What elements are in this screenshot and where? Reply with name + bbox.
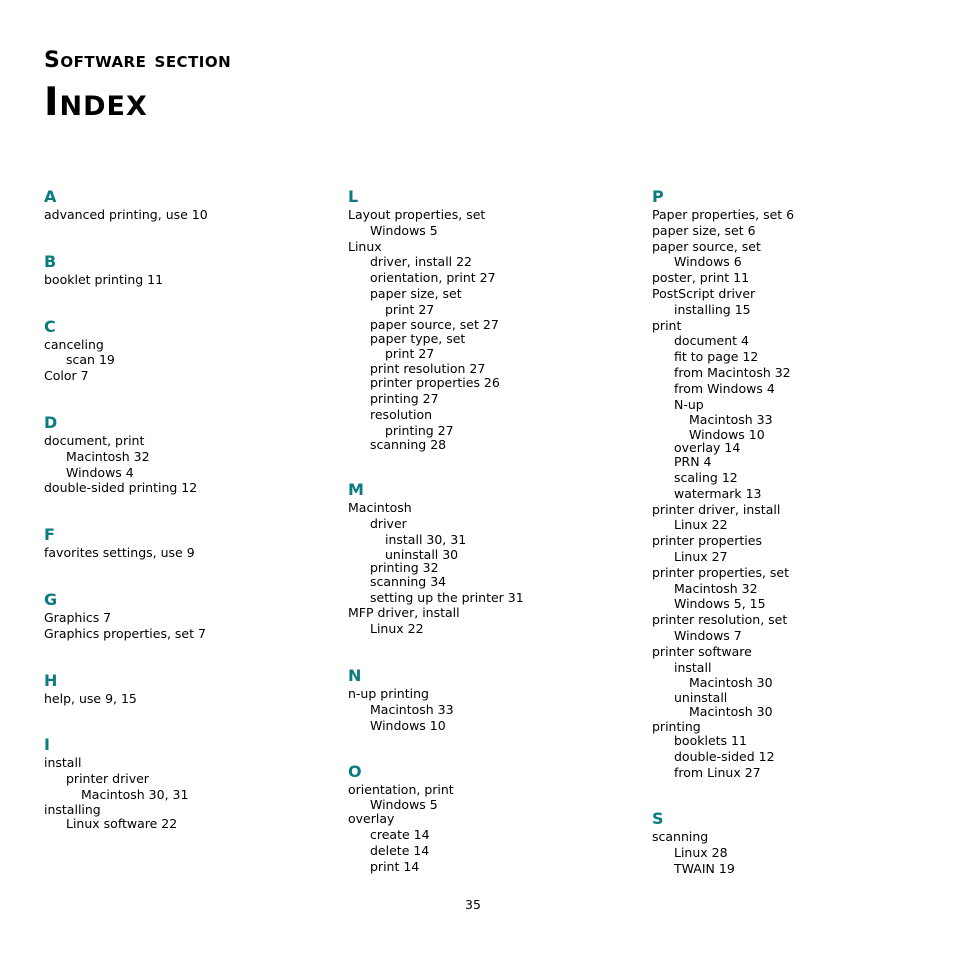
page-number: 35	[465, 897, 481, 912]
index-subentry: Macintosh 30	[689, 675, 773, 691]
index-entry: printer properties	[652, 533, 762, 549]
index-subentry: Macintosh 32	[674, 580, 758, 596]
index-entry: Macintosh	[348, 500, 412, 516]
index-subentry: scanning 34	[370, 573, 447, 589]
index-entry: scanning	[652, 829, 709, 845]
index-subentry: uninstall 30	[385, 546, 459, 562]
index-subentry: booklets 11	[674, 732, 747, 748]
index-letter-heading: F	[44, 525, 55, 545]
group-spacer	[44, 288, 334, 318]
index-subentry: delete 14	[370, 842, 430, 858]
index-subentry: Linux 28	[674, 845, 728, 861]
index-entry: Graphics properties, set 7	[44, 625, 206, 641]
index-subentry: Windows 5, 15	[674, 596, 766, 612]
index-group-a	[44, 188, 334, 223]
index-entry: orientation, print	[348, 782, 454, 798]
index-subentry: installing 15	[674, 301, 751, 317]
index-subentry: overlay 14	[674, 440, 741, 456]
index-subentry: PRN 4	[674, 454, 712, 470]
index-entry: Layout properties, set	[348, 207, 486, 222]
index-subentry: driver	[370, 516, 407, 532]
index-entry: overlay	[348, 811, 395, 827]
index-letter-heading: A	[44, 187, 57, 206]
index-subentry: from Windows 4	[674, 380, 775, 396]
index-subentry: fit to page 12	[674, 349, 759, 365]
group-spacer	[44, 561, 334, 591]
index-entry: Linux	[348, 238, 382, 254]
index-subentry: paper size, set	[370, 285, 462, 301]
index-entry: Color 7	[44, 368, 89, 384]
index-subentry: Windows 4	[66, 464, 134, 480]
index-group-c	[44, 318, 334, 384]
index-letter-heading: D	[44, 412, 58, 432]
index-subentry: resolution	[370, 406, 433, 422]
index-letter-heading: C	[44, 316, 56, 336]
index-subentry: scanning 28	[370, 437, 447, 453]
index-subentry: Windows 10	[689, 427, 765, 443]
index-entry: document, print	[44, 432, 145, 448]
index-subentry: Windows 5	[370, 222, 438, 238]
index-subentry: paper source, set 27	[370, 316, 499, 332]
index-subentry: scan 19	[66, 352, 115, 368]
index-entry: canceling	[44, 336, 104, 352]
index-letter-heading: I	[44, 735, 50, 755]
index-group-n	[348, 667, 638, 733]
index-entry: MFP driver, install	[348, 605, 460, 621]
index-subentry: Linux 27	[674, 548, 728, 564]
index-entry: paper size, set 6	[652, 222, 756, 238]
index-letter-heading: S	[652, 809, 664, 829]
index-subentry: printing 27	[370, 390, 439, 406]
index-letter-heading: H	[44, 670, 58, 690]
index-entry: Paper properties, set 6	[652, 207, 795, 222]
group-spacer	[44, 642, 334, 672]
index-subentry: print resolution 27	[370, 361, 486, 377]
index-entry: Graphics 7	[44, 609, 112, 625]
index-subentry: install 30, 31	[385, 531, 467, 547]
index-entry: printer resolution, set	[652, 612, 788, 628]
index-entry: advanced printing, use 10	[44, 207, 208, 222]
index-subentry: TWAIN 19	[674, 860, 735, 876]
index-subentry: Macintosh 30, 31	[81, 786, 189, 802]
index-subentry: create 14	[370, 826, 430, 842]
index-subentry: print 27	[385, 346, 435, 362]
index-entry: paper source, set	[652, 238, 761, 254]
index-subentry: Windows 7	[674, 627, 742, 643]
index-subentry: setting up the printer 31	[370, 589, 524, 605]
index-entry: favorites settings, use 9	[44, 545, 195, 561]
index-entry: printer driver, install	[652, 501, 781, 517]
index-group-h	[44, 672, 334, 707]
group-spacer	[348, 451, 638, 481]
index-entry: printing	[652, 718, 701, 734]
index-subentry: Linux 22	[674, 517, 728, 533]
index-subentry: Linux software 22	[66, 815, 178, 831]
index-entry: poster, print 11	[652, 270, 750, 286]
group-spacer	[348, 733, 638, 763]
index-subentry: print 14	[370, 858, 420, 874]
index-subentry: Windows 10	[370, 717, 446, 733]
index-letter-heading: N	[348, 665, 362, 685]
index-letter-heading: O	[348, 762, 362, 782]
index-column-2	[348, 188, 638, 874]
index-subentry: Macintosh 30	[689, 704, 773, 720]
index-subentry: double-sided 12	[674, 748, 775, 764]
index-subentry: printing 27	[385, 422, 454, 438]
index-subentry: N-up	[674, 396, 704, 412]
index-group-p	[652, 188, 942, 780]
index-subentry: from Linux 27	[674, 764, 761, 780]
index-group-d	[44, 414, 334, 496]
group-spacer	[348, 637, 638, 667]
index-entry: booklet printing 11	[44, 271, 164, 287]
index-subentry: scaling 12	[674, 469, 738, 485]
index-entry: install	[44, 755, 82, 771]
index-column-3	[652, 188, 942, 877]
index-subentry: install	[674, 659, 712, 675]
index-title: Index	[44, 80, 148, 125]
index-subentry: driver, install 22	[370, 254, 473, 270]
index-subentry: print 27	[385, 301, 435, 317]
index-subentry: printer properties 26	[370, 375, 500, 391]
index-subentry: paper type, set	[370, 330, 466, 346]
index-group-b	[44, 253, 334, 288]
index-group-l	[348, 188, 638, 451]
index-entry: installing	[44, 801, 101, 817]
index-letter-heading: G	[44, 589, 58, 609]
index-group-i	[44, 736, 334, 831]
index-letter-heading: M	[348, 480, 364, 500]
index-entry: printer software	[652, 643, 752, 659]
index-group-s	[652, 810, 942, 876]
index-group-g	[44, 591, 334, 642]
index-subentry: orientation, print 27	[370, 270, 496, 286]
index-subentry: document 4	[674, 333, 749, 349]
index-subentry: uninstall	[674, 690, 728, 706]
index-subentry: Linux 22	[370, 621, 424, 637]
group-spacer	[44, 706, 334, 736]
index-entry: double-sided printing 12	[44, 480, 198, 496]
index-letter-heading: L	[348, 187, 359, 206]
section-heading: Software section	[44, 48, 232, 73]
index-subentry: watermark 13	[674, 485, 762, 501]
index-subentry: Macintosh 33	[370, 701, 454, 717]
index-group-o	[348, 763, 638, 874]
group-spacer	[44, 384, 334, 414]
index-entry: PostScript driver	[652, 285, 756, 301]
index-column-1	[44, 188, 334, 832]
index-group-m	[348, 481, 638, 637]
index-entry: print	[652, 317, 682, 333]
group-spacer	[44, 496, 334, 526]
index-subentry: Macintosh 32	[66, 448, 150, 464]
index-group-f	[44, 526, 334, 561]
index-subentry: printing 32	[370, 559, 439, 575]
index-subentry: Windows 5	[370, 797, 438, 813]
index-entry: printer properties, set	[652, 564, 790, 580]
index-subentry: from Macintosh 32	[674, 364, 791, 380]
group-spacer	[652, 780, 942, 810]
index-entry: help, use 9, 15	[44, 690, 137, 706]
index-entry: n-up printing	[348, 685, 429, 701]
group-spacer	[44, 223, 334, 253]
index-letter-heading: P	[652, 187, 664, 206]
index-subentry: Windows 6	[674, 254, 742, 270]
index-subentry: Macintosh 33	[689, 412, 773, 428]
index-subentry: printer driver	[66, 771, 149, 787]
index-letter-heading: B	[44, 251, 57, 271]
